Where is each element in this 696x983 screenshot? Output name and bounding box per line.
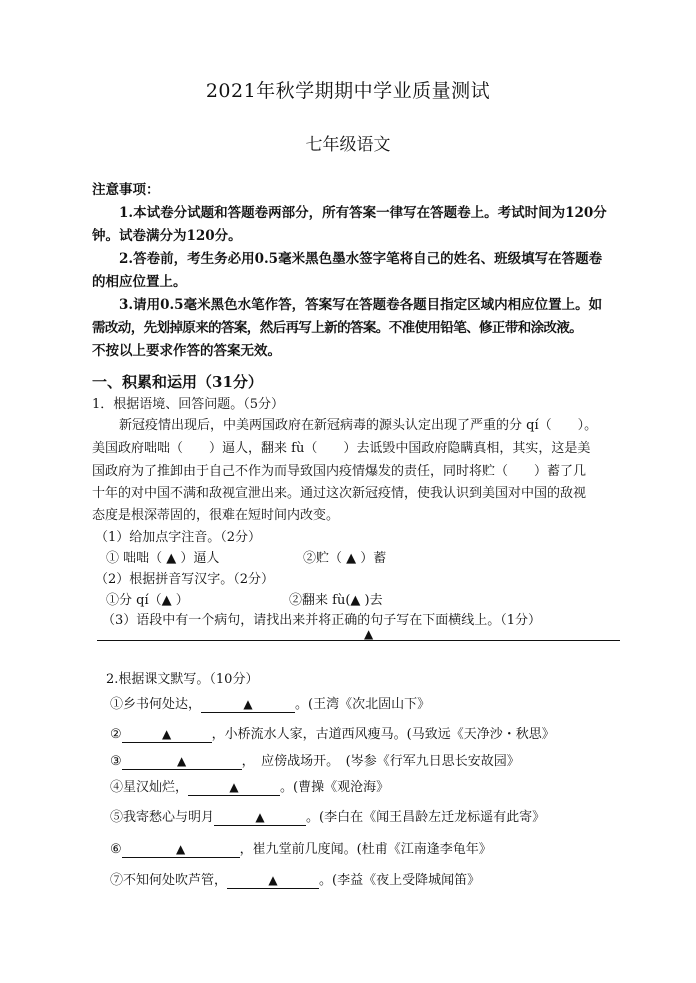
question-1-title: 1．根据语境、回答问题。（5分） [92,397,285,412]
notice-line: 的相应位置上。 [92,274,187,290]
passage-line: 态度是根深蒂固的，很难在短时间内改变。 [92,508,340,523]
recite-blank[interactable]: ▲ [122,842,240,858]
recite-line-5 [110,806,545,829]
recite-pre: ② [110,727,122,742]
recite-pre: ③ [110,754,122,769]
passage-line: 美国政府咄咄（ ）逼人，翻来 fù（ ）去诋毁中国政府隐瞒真相，其实，这是美 [92,441,591,456]
recite-pre: ⑦不知何处吹芦管， [110,873,228,888]
recite-pre: ④星汉灿烂， [110,780,189,795]
answer-blank-mark: ▲ [364,627,374,641]
recite-line-4 [110,776,389,799]
recite-blank[interactable]: ▲ [214,810,306,826]
recite-post: 。(李白在《闻王昌龄左迁龙标遥有此寄》 [306,810,546,825]
recite-line-3 [110,750,520,773]
recite-post: 。(曹操《观沧海》 [280,780,390,795]
sub-question-2: （2）根据拼音写汉字。（2分） [95,572,275,587]
passage-line: 国政府为了推卸由于自己不作为而导致国内疫情爆发的责任，同时将贮（ ）蓄了几 [92,464,587,479]
recite-pre: ⑥ [110,842,122,857]
answer-line[interactable] [97,640,620,641]
recite-line-1 [110,693,430,716]
sub-question-2-b: ②翻来 fù(▲ )去 [289,593,383,608]
sub-question-1-a: ① 咄咄（ ▲ ）逼人 [106,551,220,566]
recite-blank[interactable]: ▲ [227,873,319,889]
question-2-title: 2.根据课文默写。（10分） [106,672,259,687]
recite-blank[interactable]: ▲ [122,727,212,743]
recite-blank[interactable]: ▲ [122,754,242,770]
recite-post: ， 应傍战场开。 (岑参《行军九日思长安故园》 [241,754,520,769]
notice-line: 不按以上要求作答的答案无效。 [92,343,281,359]
recite-blank[interactable]: ▲ [188,780,280,796]
sub-question-2-a: ①分 qí（▲ ） [106,593,189,608]
notice-line: 2.答卷前，考生务必用0.5毫米黑色墨水签字笔将自己的姓名、班级填写在答题卷 [119,251,603,267]
sub-question-1: （1）给加点字注音。（2分） [95,530,262,545]
notice-heading: 注意事项： [92,182,160,198]
recite-pre: ①乡书何处达， [110,697,202,712]
notice-line: 1.本试卷分试题和答题卷两部分，所有答案一律写在答题卷上。考试时间为120分 [119,205,607,221]
section-heading: 一、积累和运用（31分） [92,373,263,391]
exam-subtitle: 七年级语文 [305,135,391,155]
recite-line-7 [110,869,480,892]
exam-title: 2021年秋学期期中学业质量测试 [205,80,491,102]
recite-post: ，小桥流水人家，古道西风瘦马。(马致远《天净沙・秋思》 [211,727,555,742]
recite-pre: ⑤我寄愁心与明月 [110,810,215,825]
sub-question-3: （3）语段中有一个病句，请找出来并将正确的句子写在下面横线上。（1分） [102,613,542,628]
sub-question-1-b: ②贮（ ▲ ）蓄 [303,551,387,566]
recite-line-6 [110,838,492,861]
recite-line-2 [110,723,555,746]
recite-post: 。(王湾《次北固山下》 [295,697,431,712]
recite-post: 。(李益《夜上受降城闻笛》 [319,873,481,888]
notice-line: 3.请用0.5毫米黑色水笔作答，答案写在答题卷各题目指定区域内相应位置上。如 [119,297,603,313]
recite-blank[interactable]: ▲ [201,697,295,713]
passage-line: 新冠疫情出现后，中美两国政府在新冠病毒的源头认定出现了严重的分 qí（ ）。 [119,418,598,433]
recite-post: ，崔九堂前几度闻。(杜甫《江南逢李龟年》 [239,842,492,857]
notice-line: 需改动，先划掉原来的答案，然后再写上新的答案。不准使用铅笔、修正带和涂改液。 [92,320,583,336]
passage-line: 十年的对中国不满和敌视宣泄出来。通过这次新冠疫情，使我认识到美国对中国的敌视 [92,486,587,501]
notice-line: 钟。试卷满分为120分。 [92,228,242,244]
